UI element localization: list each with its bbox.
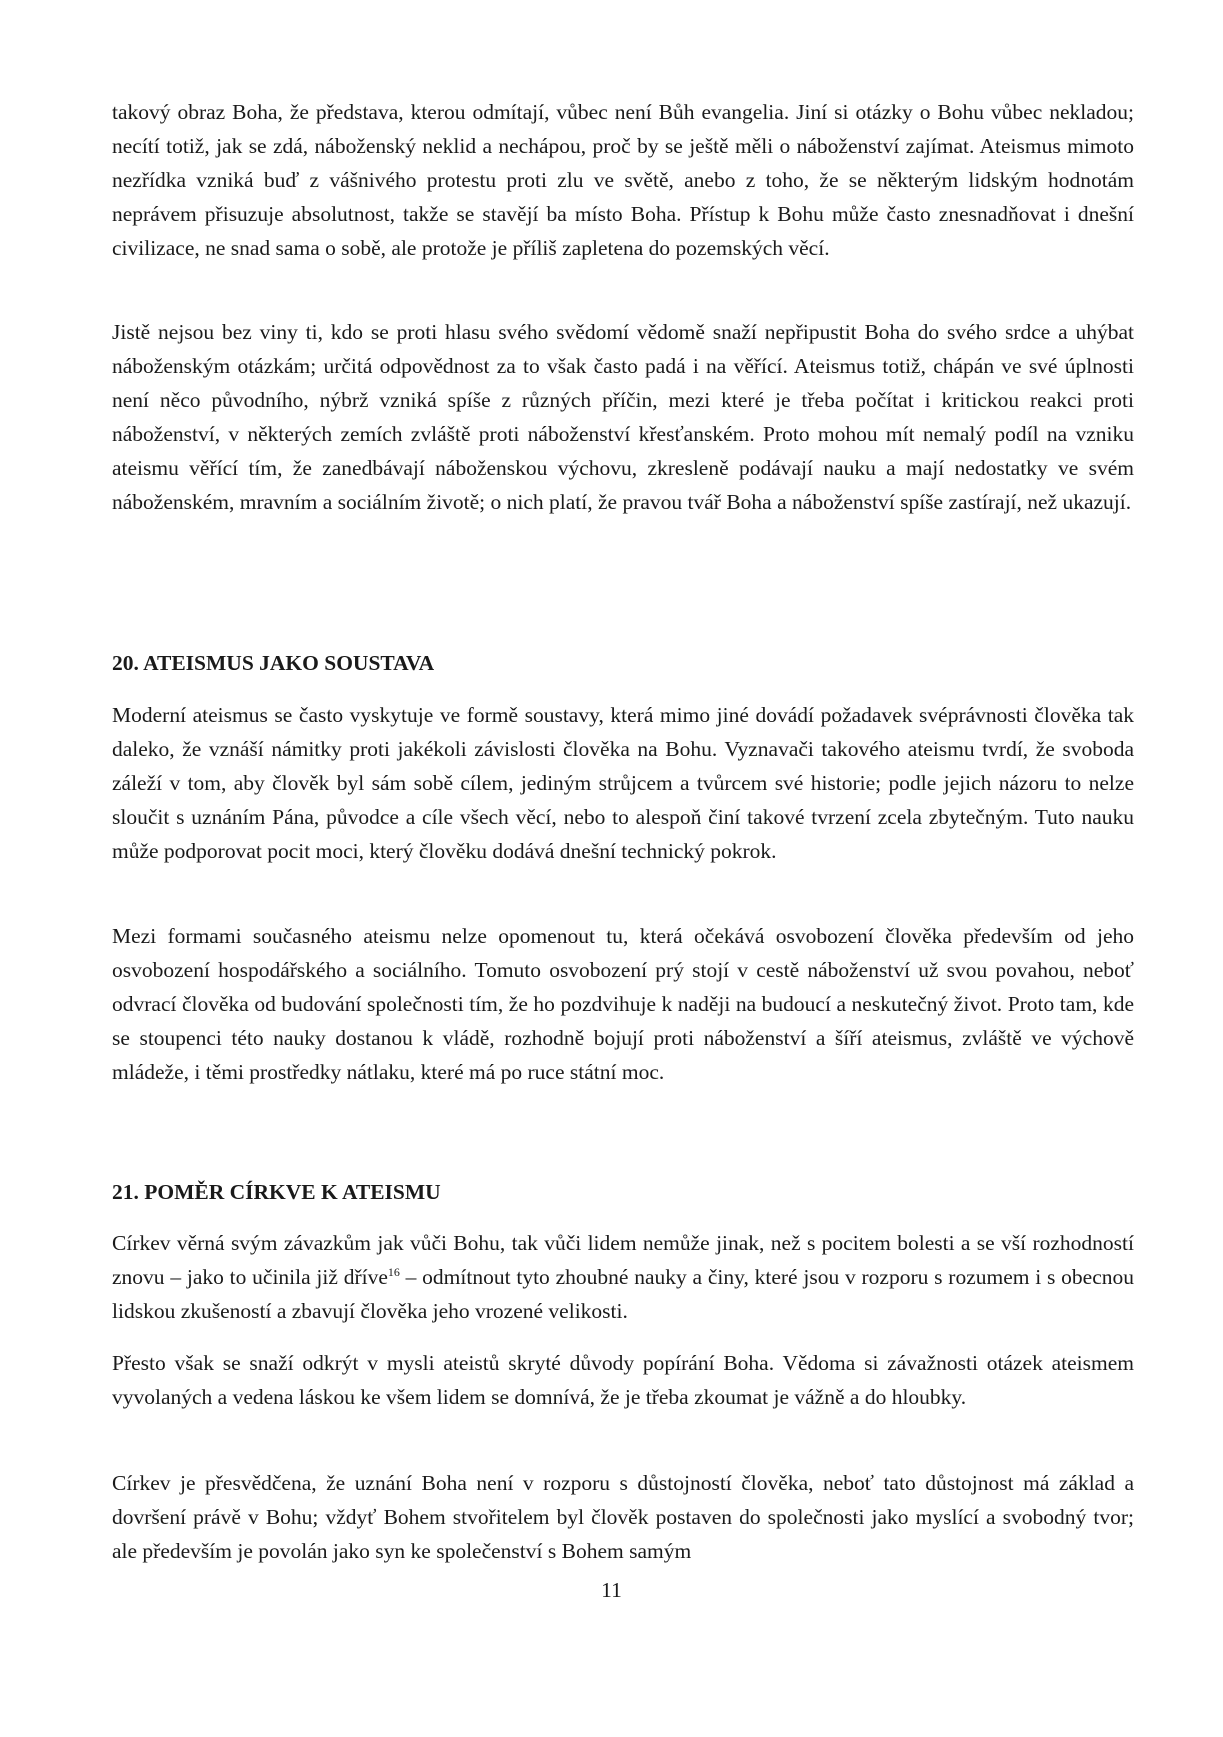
section-21-p2	[112, 1346, 1134, 1414]
page-number: 11	[601, 1578, 622, 1602]
paragraph	[112, 1226, 1134, 1328]
paragraph: Přesto však se snaží odkrýt v mysli ateistů skryté důvody popírání Boha. Vědoma si závažnosti otázek ateismem vyvolaných a vedena láskou ke všem lidem se domnívá, že je třeba zkoumat je vážně a do hloubky.	[112, 1351, 1134, 1409]
paragraph-text: Církev věrná svým závazkům jak vůči Bohu, tak vůči lidem nemůže jinak, než s pocitem bolesti a se vší rozhodností znovu – jako to učinila již dříve	[112, 1231, 1134, 1289]
paragraph: Mezi formami současného ateismu nelze opomenout tu, která očekává osvobození člověka především od jeho osvobození hospodářského a sociálního. Tomuto osvobození prý stojí v cestě náboženství už svou povahou, neboť odvrací člověka od budování společnosti tím, že ho pozdvihuje k naději na budoucí a neskutečný život. Proto tam, kde se stoupenci této nauky dostanou k vládě, rozhodně bojují proti náboženství a šíří ateismus, zvláště ve výchově mládeže, i těmi prostředky nátlaku, které má po ruce státní moc.	[112, 924, 1134, 1084]
section-20-p2	[112, 919, 1134, 1089]
section-20-p1	[112, 698, 1134, 868]
paragraph: Jistě nejsou bez viny ti, kdo se proti hlasu svého svědomí vědomě snaží nepřipustit Boha do svého srdce a uhýbat náboženským otázkám; určitá odpovědnost za to však často padá i na věřící. Ateismus totiž, chápán ve své úplnosti není něco původního, nýbrž vzniká spíše z různých příčin, mezi které je třeba počítat i kritickou reakci proti náboženství, v některých zemích zvláště proti náboženství křesťanském. Proto mohou mít nemalý podíl na vzniku ateismu věřící tím, že zanedbávají náboženskou výchovu, zkresleně podávají nauku a mají nedostatky ve svém náboženském, mravním a sociálním životě; o nich platí, že pravou tvář Boha a náboženství spíše zastírají, než ukazují.	[112, 320, 1134, 514]
section-21	[112, 1175, 1134, 1209]
intro-block	[112, 95, 1134, 265]
section-21-p1	[112, 1226, 1134, 1328]
footnote-ref[interactable]: 16	[387, 1264, 400, 1279]
paragraph: Moderní ateismus se často vyskytuje ve formě soustavy, která mimo jiné dovádí požadavek svéprávnosti člověka tak daleko, že vznáší námitky proti jakékoli závislosti člověka na Bohu. Vyznavači takového ateismu tvrdí, že svoboda záleží v tom, aby člověk byl sám sobě cílem, jediným strůjcem a tvůrcem své historie; podle jejich názoru to nelze sloučit s uznáním Pána, původce a cíle všech věcí, nebo to alespoň činí takové tvrzení zcela zbytečným. Tuto nauku může podporovat pocit moci, který člověku dodává dnešní technický pokrok.	[112, 703, 1134, 863]
section-21-p3	[112, 1466, 1134, 1568]
paragraph: takový obraz Boha, že představa, kterou odmítají, vůbec není Bůh evangelia. Jiní si otázky o Bohu vůbec nekladou; necítí totiž, jak se zdá, náboženský neklid a nechápou, proč by se ještě měli o náboženství zajímat. Ateismus mimoto nezřídka vzniká buď z vášnivého protestu proti zlu ve světě, anebo z toho, že se některým lidským hodnotám neprávem přisuzuje absolutnost, takže se stavějí ba místo Boha. Přístup k Bohu může často znesnadňovat i dnešní civilizace, ne snad sama o sobě, ale protože je příliš zapletena do pozemských věcí.	[112, 100, 1134, 260]
paragraph: Církev je přesvědčena, že uznání Boha není v rozporu s důstojností člověka, neboť tato důstojnost má základ a dovršení právě v Bohu; vždyť Bohem stvořitelem byl člověk postaven do společnosti jako myslící a svobodný tvor; ale především je povolán jako syn ke společenství s Bohem samým	[112, 1471, 1134, 1563]
section-heading: 20. ATEISMUS JAKO SOUSTAVA	[112, 651, 435, 675]
section-20	[112, 646, 1134, 680]
paragraph-text: – odmítnout tyto zhoubné nauky a činy, které jsou v rozporu s rozumem i s obecnou lidskou zkušeností a zbavují člověka jeho vrozené velikosti.	[112, 1265, 1134, 1323]
section-heading: 21. POMĚR CÍRKVE K ATEISMU	[112, 1180, 441, 1204]
intro-block-2	[112, 315, 1134, 519]
